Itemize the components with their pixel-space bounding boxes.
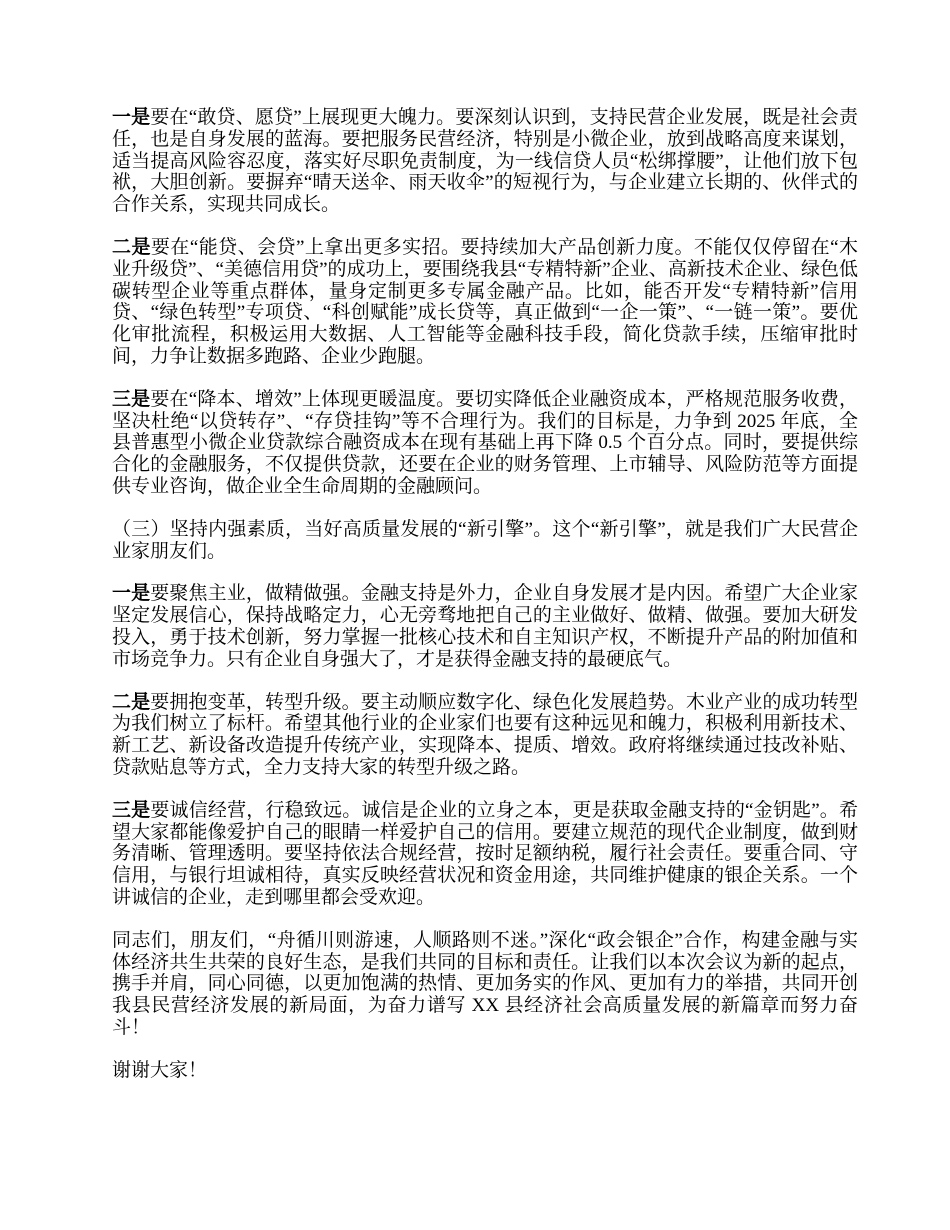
paragraph-7 (112, 800, 858, 909)
document-page (112, 107, 858, 1081)
paragraph-8-text: 同志们，朋友们，“舟循川则游速，人顺路则不迷。”深化“政会银企”合作，构建金融与实体经济共生共荣的良好生态，是我们共同的目标和责任。让我们以本次会议为新的起点，携手并肩，同心同德，以更加饱满的热情、更加务实的作风、更加有力的举措，共同开创我县民营经济发展的新局面，为奋力谱写 XX 县经济社会高质量发展的新篇章而努力奋斗！ (112, 929, 858, 1038)
paragraph-3-text: 要在“降本、增效”上体现更暖温度。要切实降低企业融资成本，严格规范服务收费，坚决杜绝“以贷转存”、“存贷挂钩”等不合理行为。我们的目标是，力争到 2025 年底，全县普惠型小微企业贷款综合融资成本在现有基础上再下降 0.5 个百分点。同时，要提供综合化的金融服务，不仅提供贷款，还要在企业的财务管理、上市辅导、风险防范等方面提供专业咨询，做企业全生命周期的金融顾问。 (112, 388, 858, 497)
paragraph-5-text: 要聚焦主业，做精做强。金融支持是外力，企业自身发展才是内因。希望广大企业家坚定发展信心，保持战略定力，心无旁骛地把自己的主业做好、做精、做强。要加大研发投入，勇于技术创新，努力掌握一批核心技术和自主知识产权，不断提升产品的附加值和市场竞争力。只有企业自身强大了，才是获得金融支持的最硬底气。 (112, 583, 858, 670)
paragraph-4-text: （三）坚持内强素质，当好高质量发展的“新引擎”。这个“新引擎”，就是我们广大民营企业家朋友们。 (112, 518, 858, 562)
paragraph-6-text: 要拥抱变革，转型升级。要主动顺应数字化、绿色化发展趋势。木业产业的成功转型为我们树立了标杆。希望其他行业的企业家们也要有这种远见和魄力，积极利用新技术、新工艺、新设备改造提升传统产业，实现降本、提质、增效。政府将继续通过技改补贴、贷款贴息等方式，全力支持大家的转型升级之路。 (112, 691, 858, 778)
paragraph-2 (112, 237, 858, 368)
paragraph-1-text: 要在“敢贷、愿贷”上展现更大魄力。要深刻认识到，支持民营企业发展，既是社会责任，也是自身发展的蓝海。要把服务民营经济，特别是小微企业，放到战略高度来谋划，适当提高风险容忍度，落实好尽职免责制度，为一线信贷人员“松绑撑腰”，让他们放下包袱，大胆创新。要摒弃“晴天送伞、雨天收伞”的短视行为，与企业建立长期的、伙伴式的合作关系，实现共同成长。 (112, 107, 858, 216)
paragraph-6 (112, 692, 858, 779)
paragraph-2-lead: 二是 (112, 236, 151, 258)
paragraph-8-closing (112, 930, 858, 1039)
paragraph-9-text: 谢谢大家！ (112, 1059, 208, 1081)
paragraph-6-lead: 二是 (112, 691, 151, 713)
paragraph-3-lead: 三是 (112, 388, 151, 410)
paragraph-5 (112, 583, 858, 670)
paragraph-3 (112, 389, 858, 498)
paragraph-7-lead: 三是 (112, 799, 151, 821)
paragraph-7-text: 要诚信经营，行稳致远。诚信是企业的立身之本，更是获取金融支持的“金钥匙”。希望大家都能像爱护自己的眼睛一样爱护自己的信用。要建立规范的现代企业制度，做到财务清晰、管理透明。要坚持依法合规经营，按时足额纳税，履行社会责任。要重合同、守信用，与银行坦诚相待，真实反映经营状况和资金用途，共同维护健康的银企关系。一个讲诚信的企业，走到哪里都会受欢迎。 (112, 799, 858, 908)
paragraph-2-text: 要在“能贷、会贷”上拿出更多实招。要持续加大产品创新力度。不能仅仅停留在“木业升级贷”、“美德信用贷”的成功上，要围绕我县“专精特新”企业、高新技术企业、绿色低碳转型企业等重点群体，量身定制更多专属金融产品。比如，能否开发“专精特新”信用贷、“绿色转型”专项贷、“科创赋能”成长贷等，真正做到“一企一策”、“一链一策”。要优化审批流程，积极运用大数据、人工智能等金融科技手段，简化贷款手续，压缩审批时间，力争让数据多跑路、企业少跑腿。 (112, 236, 858, 367)
paragraph-9-thanks (112, 1060, 858, 1082)
paragraph-1 (112, 107, 858, 216)
paragraph-1-lead: 一是 (112, 107, 151, 128)
paragraph-4-section-heading (112, 519, 858, 563)
paragraph-5-lead: 一是 (112, 583, 151, 605)
